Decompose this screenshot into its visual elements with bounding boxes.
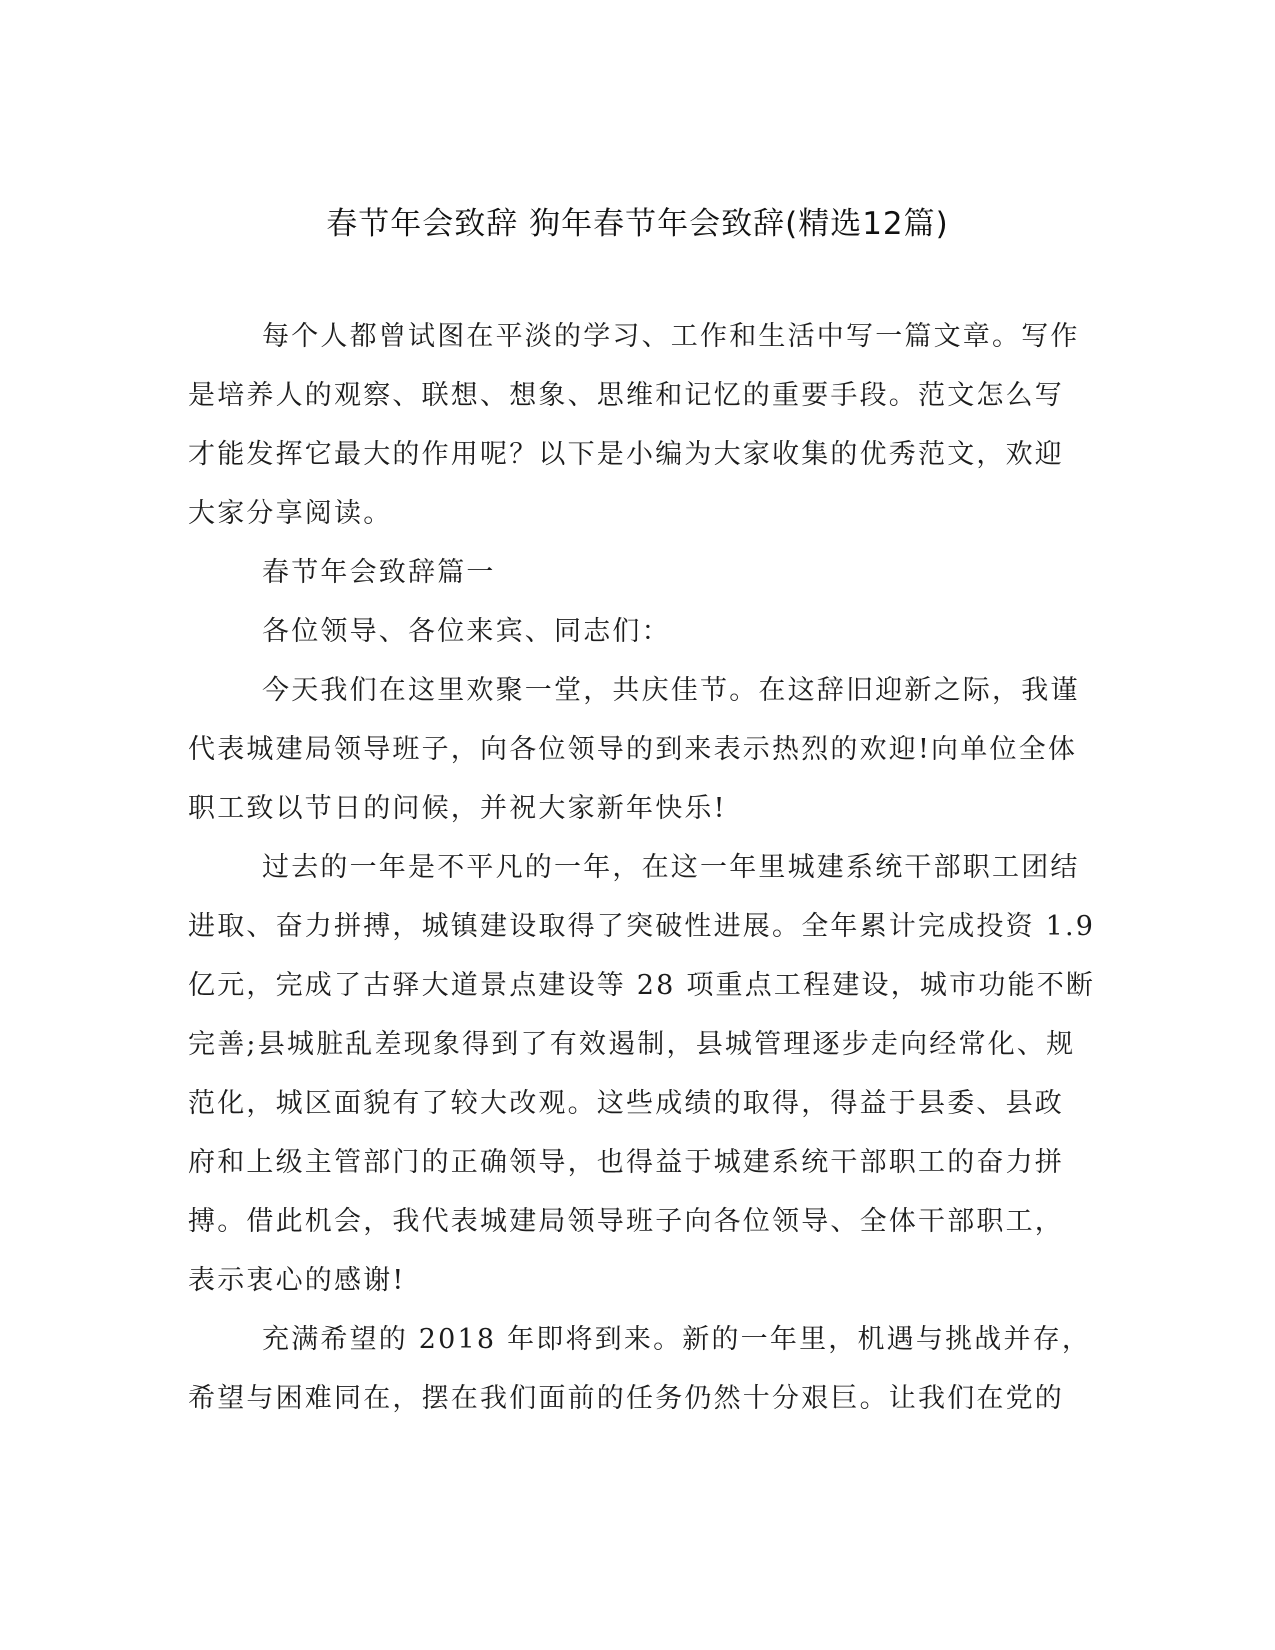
paragraph-line: 表示衷心的感谢! bbox=[188, 1265, 406, 1296]
paragraph-line: 代表城建局领导班子，向各位领导的到来表示热烈的欢迎!向单位全体 bbox=[188, 734, 1078, 765]
paragraph-line: 职工致以节日的问候，并祝大家新年快乐! bbox=[188, 793, 727, 824]
paragraph-line: 进取、奋力拼搏，城镇建设取得了突破性进展。全年累计完成投资 1.9 bbox=[188, 911, 1096, 942]
paragraph-line: 府和上级主管部门的正确领导，也得益于城建系统干部职工的奋力拼 bbox=[188, 1147, 1064, 1178]
paragraph-line: 范化，城区面貌有了较大改观。这些成绩的取得，得益于县委、县政 bbox=[188, 1088, 1064, 1119]
paragraph-line: 亿元，完成了古驿大道景点建设等 28 项重点工程建设，城市功能不断 bbox=[188, 970, 1096, 1001]
paragraph-line: 搏。借此机会，我代表城建局领导班子向各位领导、全体干部职工， bbox=[188, 1206, 1064, 1237]
paragraph-line: 今天我们在这里欢聚一堂，共庆佳节。在这辞旧迎新之际，我谨 bbox=[262, 675, 1080, 706]
paragraph-line: 过去的一年是不平凡的一年，在这一年里城建系统干部职工团结 bbox=[262, 852, 1080, 883]
paragraph-line: 才能发挥它最大的作用呢？以下是小编为大家收集的优秀范文，欢迎 bbox=[188, 439, 1064, 470]
salutation: 各位领导、各位来宾、同志们： bbox=[262, 616, 671, 647]
section-heading: 春节年会致辞篇一 bbox=[262, 557, 496, 588]
paragraph-line: 大家分享阅读。 bbox=[188, 498, 393, 529]
paragraph-line: 希望与困难同在，摆在我们面前的任务仍然十分艰巨。让我们在党的 bbox=[188, 1383, 1064, 1414]
document-title: 春节年会致辞 狗年春节年会致辞(精选12篇) bbox=[326, 206, 949, 242]
paragraph-line: 完善;县城脏乱差现象得到了有效遏制，县城管理逐步走向经常化、规 bbox=[188, 1029, 1076, 1060]
paragraph-line: 充满希望的 2018 年即将到来。新的一年里，机遇与挑战并存， bbox=[262, 1324, 1092, 1355]
paragraph-line: 每个人都曾试图在平淡的学习、工作和生活中写一篇文章。写作 bbox=[262, 321, 1080, 352]
paragraph-line: 是培养人的观察、联想、想象、思维和记忆的重要手段。范文怎么写 bbox=[188, 380, 1064, 411]
